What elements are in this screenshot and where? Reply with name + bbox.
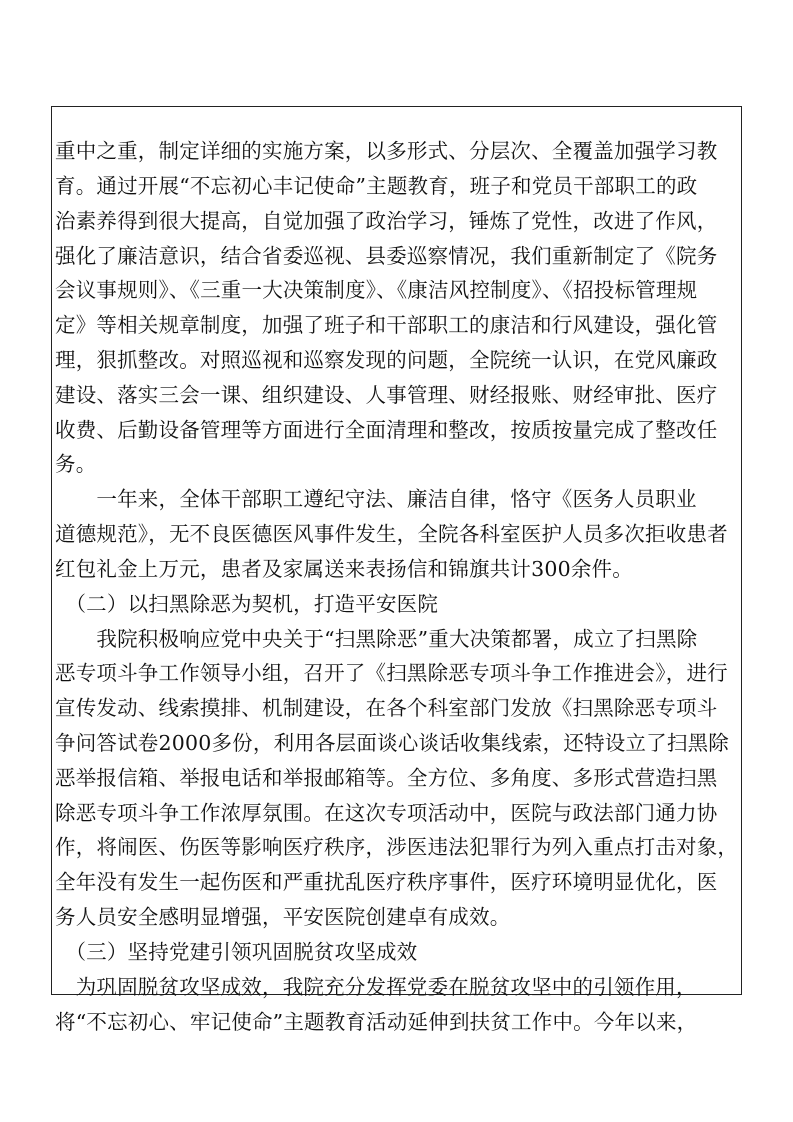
text-line: 重中之重，制定详细的实施方案，以多形式、分层次、全覆盖加强学习教 xyxy=(55,139,718,163)
text-line: 全年没有发生一起伤医和严重扰乱医疗秩序事件，医疗环境明显优化，医 xyxy=(55,870,718,894)
text-line: 为巩固脱贫攻坚成效，我院充分发挥党委在脱贫攻坚中的引领作用， xyxy=(55,975,697,999)
text-line: 务人员安全感明显增强，平安医院创建卓有成效。 xyxy=(55,905,511,929)
section-heading: （三）坚持党建引领巩固脱贫攻坚成效 xyxy=(55,940,418,964)
text-line: 争问答试卷2000多份，利用各层面谈心谈话收集线索，还特设立了扫黑除 xyxy=(55,731,729,755)
text-line: 作，将闹医、伤医等影响医疗秩序，涉医违法犯罪行为列入重点打击对象， xyxy=(55,835,739,859)
text-line: 将“不忘初心、牢记使命”主题教育活动延伸到扶贫工作中。今年以来， xyxy=(55,1010,698,1034)
text-line: 恶举报信箱、举报电话和举报邮箱等。全方位、多角度、多形式营造扫黑 xyxy=(55,766,718,790)
text-line: 建设、落实三会一课、组织建设、人事管理、财经报账、财经审批、医疗 xyxy=(55,383,718,407)
text-line: 一年来，全体干部职工遵纪守法、廉洁自律，恪守《医务人员职业 xyxy=(55,487,697,511)
text-line: 会议事规则》、《三重一大决策制度》、《康洁风控制度》、《招投标管理规 xyxy=(55,278,698,302)
text-line: 强化了廉洁意识，结合省委巡视、县委巡察情况，我们重新制定了《院务 xyxy=(55,244,718,268)
text-line: 收费、后勤设备管理等方面进行全面清理和整改，按质按量完成了整改任 xyxy=(55,418,718,442)
text-line: 治素养得到很大提高，自觉加强了政治学习，锤炼了党性，改进了作风， xyxy=(55,209,718,233)
text-line: 除恶专项斗争工作浓厚氛围。在这次专项活动中，医院与政法部门通力协 xyxy=(55,801,718,825)
text-line: 红包礼金上万元，患者及家属送来表扬信和锦旗共计300余件。 xyxy=(55,557,633,581)
content-table-border xyxy=(51,106,742,995)
text-line: 宣传发动、线索摸排、机制建设，在各个科室部门发放《扫黑除恶专项斗 xyxy=(55,696,718,720)
text-line: 道德规范》，无不良医德医风事件发生，全院各科室医护人员多次拒收患者 xyxy=(55,522,728,546)
text-line: 定》等相关规章制度，加强了班子和干部职工的康洁和行风建设，强化管 xyxy=(55,313,718,337)
section-heading: （二）以扫黑除恶为契机，打造平安医院 xyxy=(55,592,439,616)
text-line: 务。 xyxy=(55,452,97,476)
text-line: 我院积极响应党中央关于“扫黑除恶”重大决策都署，成立了扫黑除 xyxy=(55,627,698,651)
text-line: 育。通过开展“不忘初心丰记使命”主题教育，班子和党员干部职工的政 xyxy=(55,174,698,198)
text-line: 理，狠抓整改。对照巡视和巡察发现的问题，全院统一认识，在党风廉政 xyxy=(55,348,718,372)
text-line: 恶专项斗争工作领导小组，召开了《扫黑除恶专项斗争工作推进会》，进行 xyxy=(55,661,728,685)
